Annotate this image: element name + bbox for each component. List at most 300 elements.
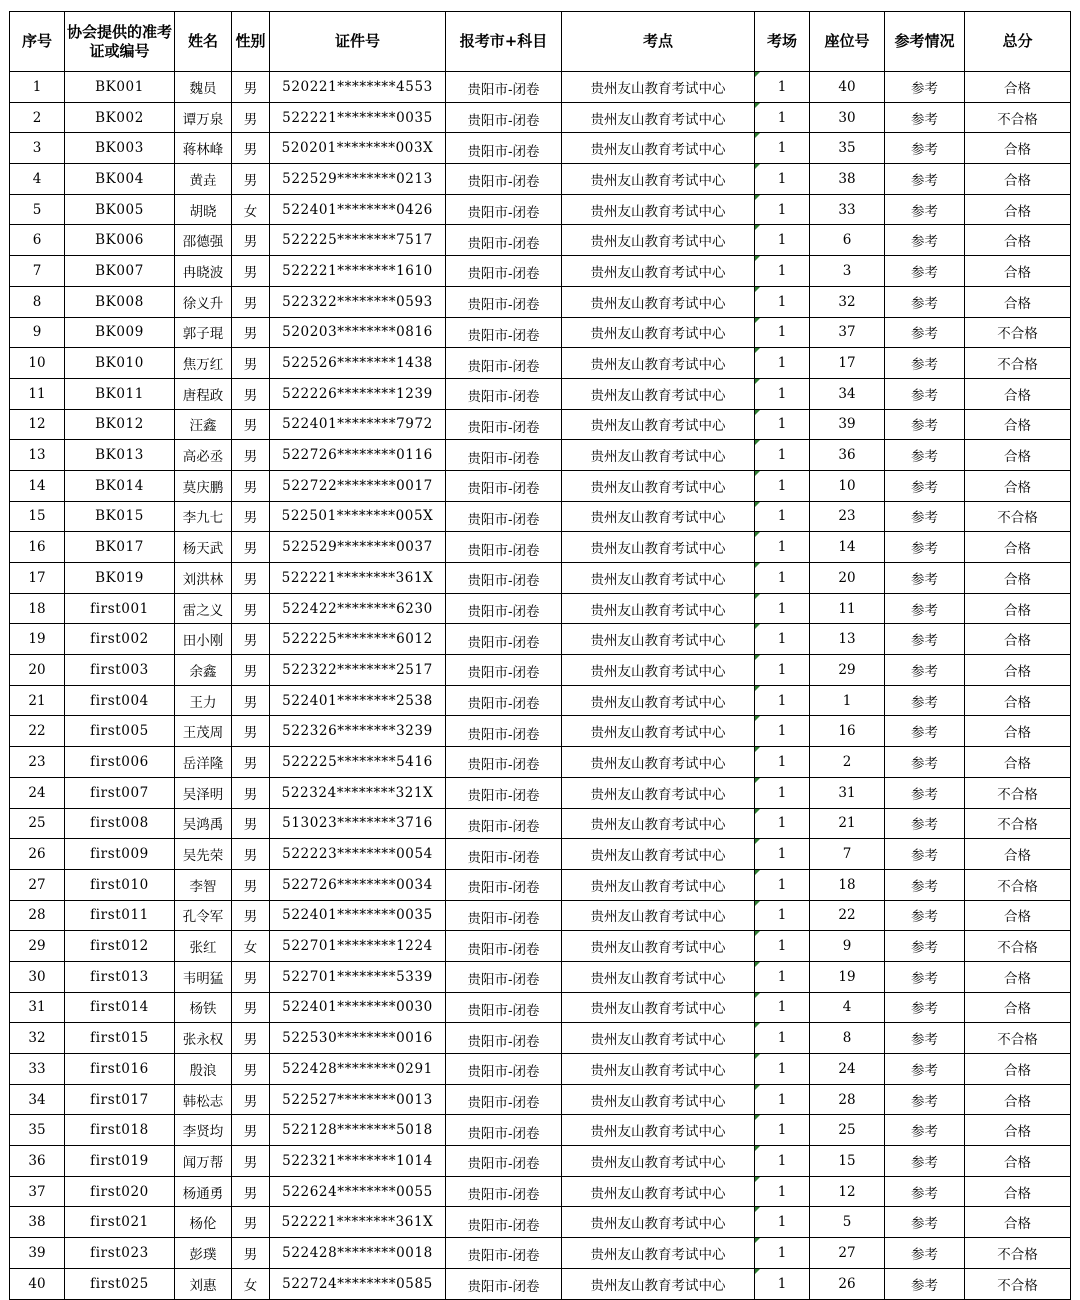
cell-city-subject: 贵阳市-闭卷 — [446, 777, 562, 808]
cell-city-subject: 贵阳市-闭卷 — [446, 808, 562, 839]
cell-seq: 15 — [10, 501, 65, 532]
cell-city-subject: 贵阳市-闭卷 — [446, 164, 562, 195]
cell-exam-site: 贵州友山教育考试中心 — [562, 225, 755, 256]
cell-attendance: 参考 — [885, 470, 965, 501]
cell-ticket: BK007 — [65, 256, 175, 287]
cell-ticket: BK009 — [65, 317, 175, 348]
cell-seat: 12 — [810, 1176, 885, 1207]
cell-city-subject: 贵阳市-闭卷 — [446, 869, 562, 900]
cell-seat: 39 — [810, 409, 885, 440]
table-row — [10, 992, 1071, 1023]
cell-result: 合格 — [965, 961, 1071, 992]
cell-id-number: 522322********2517 — [270, 655, 446, 686]
cell-exam-site: 贵州友山教育考试中心 — [562, 869, 755, 900]
cell-name: 杨通勇 — [175, 1176, 232, 1207]
cell-exam-site: 贵州友山教育考试中心 — [562, 563, 755, 594]
cell-seq: 1 — [10, 72, 65, 103]
cell-result: 不合格 — [965, 102, 1071, 133]
cell-exam-room: 1 — [755, 348, 810, 379]
cell-result: 合格 — [965, 256, 1071, 287]
cell-seq: 10 — [10, 348, 65, 379]
cell-name: 杨铁 — [175, 992, 232, 1023]
cell-exam-room: 1 — [755, 1084, 810, 1115]
cell-seq: 32 — [10, 1023, 65, 1054]
cell-ticket: first001 — [65, 593, 175, 624]
cell-exam-room: 1 — [755, 747, 810, 778]
header-attendance: 参考情况 — [885, 12, 965, 72]
table-row — [10, 470, 1071, 501]
cell-ticket: BK002 — [65, 102, 175, 133]
header-city-subject: 报考市+科目 — [446, 12, 562, 72]
cell-id-number: 522726********0116 — [270, 440, 446, 471]
header-ticket: 协会提供的准考证或编号 — [65, 12, 175, 72]
cell-id-number: 522223********0054 — [270, 839, 446, 870]
table-row — [10, 685, 1071, 716]
cell-gender: 女 — [232, 194, 270, 225]
cell-id-number: 522701********5339 — [270, 961, 446, 992]
cell-attendance: 参考 — [885, 1207, 965, 1238]
cell-ticket: first025 — [65, 1268, 175, 1299]
cell-city-subject: 贵阳市-闭卷 — [446, 1084, 562, 1115]
cell-result: 合格 — [965, 655, 1071, 686]
cell-seq: 37 — [10, 1176, 65, 1207]
cell-attendance: 参考 — [885, 931, 965, 962]
cell-name: 田小刚 — [175, 624, 232, 655]
cell-seat: 25 — [810, 1115, 885, 1146]
cell-name: 蒋林峰 — [175, 133, 232, 164]
cell-seq: 27 — [10, 869, 65, 900]
cell-seq: 17 — [10, 563, 65, 594]
cell-name: 杨伦 — [175, 1207, 232, 1238]
cell-city-subject: 贵阳市-闭卷 — [446, 194, 562, 225]
cell-ticket: BK011 — [65, 378, 175, 409]
cell-exam-site: 贵州友山教育考试中心 — [562, 655, 755, 686]
cell-name: 焦万红 — [175, 348, 232, 379]
cell-attendance: 参考 — [885, 348, 965, 379]
cell-exam-site: 贵州友山教育考试中心 — [562, 1084, 755, 1115]
cell-result: 合格 — [965, 225, 1071, 256]
cell-id-number: 522624********0055 — [270, 1176, 446, 1207]
cell-seat: 28 — [810, 1084, 885, 1115]
cell-seat: 13 — [810, 624, 885, 655]
cell-id-number: 522724********0585 — [270, 1268, 446, 1299]
cell-gender: 男 — [232, 286, 270, 317]
table-row — [10, 716, 1071, 747]
cell-exam-site: 贵州友山教育考试中心 — [562, 624, 755, 655]
cell-gender: 男 — [232, 655, 270, 686]
cell-seq: 12 — [10, 409, 65, 440]
cell-ticket: first011 — [65, 900, 175, 931]
cell-gender: 男 — [232, 593, 270, 624]
cell-attendance: 参考 — [885, 869, 965, 900]
cell-ticket: BK013 — [65, 440, 175, 471]
table-header — [10, 12, 1071, 72]
cell-seat: 1 — [810, 685, 885, 716]
cell-gender: 男 — [232, 133, 270, 164]
cell-attendance: 参考 — [885, 1238, 965, 1269]
cell-city-subject: 贵阳市-闭卷 — [446, 133, 562, 164]
table-row — [10, 133, 1071, 164]
cell-result: 不合格 — [965, 1268, 1071, 1299]
cell-city-subject: 贵阳市-闭卷 — [446, 716, 562, 747]
cell-gender: 男 — [232, 1207, 270, 1238]
cell-gender: 女 — [232, 1268, 270, 1299]
table-row — [10, 225, 1071, 256]
cell-ticket: first023 — [65, 1238, 175, 1269]
cell-name: 李贤均 — [175, 1115, 232, 1146]
cell-name: 雷之义 — [175, 593, 232, 624]
header-exam-site: 考点 — [562, 12, 755, 72]
cell-exam-room: 1 — [755, 1268, 810, 1299]
cell-result: 不合格 — [965, 869, 1071, 900]
cell-city-subject: 贵阳市-闭卷 — [446, 225, 562, 256]
cell-result: 合格 — [965, 839, 1071, 870]
cell-result: 合格 — [965, 1176, 1071, 1207]
cell-exam-site: 贵州友山教育考试中心 — [562, 839, 755, 870]
cell-exam-room: 1 — [755, 225, 810, 256]
table-row — [10, 348, 1071, 379]
cell-seat: 40 — [810, 72, 885, 103]
cell-seq: 8 — [10, 286, 65, 317]
cell-seq: 6 — [10, 225, 65, 256]
cell-name: 郭子琨 — [175, 317, 232, 348]
cell-id-number: 522701********1224 — [270, 931, 446, 962]
cell-gender: 男 — [232, 501, 270, 532]
cell-exam-room: 1 — [755, 839, 810, 870]
cell-gender: 男 — [232, 839, 270, 870]
cell-exam-room: 1 — [755, 409, 810, 440]
cell-attendance: 参考 — [885, 593, 965, 624]
cell-attendance: 参考 — [885, 409, 965, 440]
cell-result: 不合格 — [965, 317, 1071, 348]
cell-exam-site: 贵州友山教育考试中心 — [562, 532, 755, 563]
cell-city-subject: 贵阳市-闭卷 — [446, 655, 562, 686]
cell-name: 李智 — [175, 869, 232, 900]
cell-exam-site: 贵州友山教育考试中心 — [562, 900, 755, 931]
cell-name: 韩松志 — [175, 1084, 232, 1115]
cell-name: 冉晓波 — [175, 256, 232, 287]
cell-exam-site: 贵州友山教育考试中心 — [562, 317, 755, 348]
cell-exam-room: 1 — [755, 655, 810, 686]
cell-exam-site: 贵州友山教育考试中心 — [562, 593, 755, 624]
cell-city-subject: 贵阳市-闭卷 — [446, 839, 562, 870]
table-row — [10, 409, 1071, 440]
cell-gender: 男 — [232, 225, 270, 256]
cell-seq: 11 — [10, 378, 65, 409]
cell-gender: 男 — [232, 808, 270, 839]
cell-city-subject: 贵阳市-闭卷 — [446, 102, 562, 133]
cell-city-subject: 贵阳市-闭卷 — [446, 1207, 562, 1238]
cell-seq: 13 — [10, 440, 65, 471]
cell-seq: 35 — [10, 1115, 65, 1146]
cell-exam-room: 1 — [755, 992, 810, 1023]
cell-ticket: BK012 — [65, 409, 175, 440]
cell-gender: 男 — [232, 992, 270, 1023]
cell-attendance: 参考 — [885, 747, 965, 778]
cell-seq: 14 — [10, 470, 65, 501]
cell-result: 合格 — [965, 72, 1071, 103]
cell-seq: 21 — [10, 685, 65, 716]
cell-exam-site: 贵州友山教育考试中心 — [562, 378, 755, 409]
cell-id-number: 522428********0018 — [270, 1238, 446, 1269]
cell-gender: 男 — [232, 685, 270, 716]
cell-id-number: 522321********1014 — [270, 1146, 446, 1177]
cell-result: 不合格 — [965, 1238, 1071, 1269]
cell-id-number: 522401********2538 — [270, 685, 446, 716]
cell-gender: 男 — [232, 102, 270, 133]
cell-city-subject: 贵阳市-闭卷 — [446, 931, 562, 962]
cell-id-number: 522401********0426 — [270, 194, 446, 225]
cell-result: 合格 — [965, 716, 1071, 747]
cell-exam-room: 1 — [755, 72, 810, 103]
table-row — [10, 624, 1071, 655]
cell-ticket: BK014 — [65, 470, 175, 501]
cell-id-number: 522225********7517 — [270, 225, 446, 256]
header-result: 总分 — [965, 12, 1071, 72]
cell-attendance: 参考 — [885, 317, 965, 348]
cell-exam-room: 1 — [755, 532, 810, 563]
cell-gender: 男 — [232, 256, 270, 287]
cell-seq: 36 — [10, 1146, 65, 1177]
table-row — [10, 256, 1071, 287]
cell-seq: 28 — [10, 900, 65, 931]
table-row — [10, 839, 1071, 870]
cell-ticket: BK019 — [65, 563, 175, 594]
cell-name: 李九七 — [175, 501, 232, 532]
cell-gender: 男 — [232, 1115, 270, 1146]
cell-id-number: 522501********005X — [270, 501, 446, 532]
cell-seat: 8 — [810, 1023, 885, 1054]
cell-attendance: 参考 — [885, 164, 965, 195]
cell-seat: 14 — [810, 532, 885, 563]
cell-exam-room: 1 — [755, 777, 810, 808]
table-row — [10, 777, 1071, 808]
header-gender: 性别 — [232, 12, 270, 72]
cell-exam-site: 贵州友山教育考试中心 — [562, 747, 755, 778]
cell-name: 殷浪 — [175, 1054, 232, 1085]
cell-exam-site: 贵州友山教育考试中心 — [562, 961, 755, 992]
table-row — [10, 164, 1071, 195]
cell-name: 王茂周 — [175, 716, 232, 747]
cell-attendance: 参考 — [885, 1023, 965, 1054]
cell-attendance: 参考 — [885, 1268, 965, 1299]
cell-name: 张红 — [175, 931, 232, 962]
table-row — [10, 808, 1071, 839]
cell-name: 邵德强 — [175, 225, 232, 256]
cell-seat: 4 — [810, 992, 885, 1023]
cell-seq: 34 — [10, 1084, 65, 1115]
cell-city-subject: 贵阳市-闭卷 — [446, 409, 562, 440]
cell-seat: 36 — [810, 440, 885, 471]
table-row — [10, 961, 1071, 992]
cell-exam-room: 1 — [755, 470, 810, 501]
cell-gender: 男 — [232, 348, 270, 379]
cell-city-subject: 贵阳市-闭卷 — [446, 685, 562, 716]
cell-city-subject: 贵阳市-闭卷 — [446, 1054, 562, 1085]
cell-seq: 24 — [10, 777, 65, 808]
cell-attendance: 参考 — [885, 808, 965, 839]
cell-gender: 男 — [232, 409, 270, 440]
cell-seat: 21 — [810, 808, 885, 839]
cell-city-subject: 贵阳市-闭卷 — [446, 1238, 562, 1269]
cell-attendance: 参考 — [885, 1054, 965, 1085]
cell-result: 不合格 — [965, 777, 1071, 808]
cell-exam-site: 贵州友山教育考试中心 — [562, 409, 755, 440]
cell-name: 黄垚 — [175, 164, 232, 195]
cell-seat: 5 — [810, 1207, 885, 1238]
cell-name: 谭万泉 — [175, 102, 232, 133]
cell-gender: 男 — [232, 1176, 270, 1207]
cell-exam-room: 1 — [755, 164, 810, 195]
table-body — [10, 72, 1071, 1300]
header-seat: 座位号 — [810, 12, 885, 72]
cell-result: 合格 — [965, 286, 1071, 317]
cell-attendance: 参考 — [885, 716, 965, 747]
cell-result: 合格 — [965, 440, 1071, 471]
cell-ticket: BK017 — [65, 532, 175, 563]
cell-exam-room: 1 — [755, 1115, 810, 1146]
cell-result: 合格 — [965, 747, 1071, 778]
cell-city-subject: 贵阳市-闭卷 — [446, 256, 562, 287]
table-row — [10, 1115, 1071, 1146]
cell-attendance: 参考 — [885, 563, 965, 594]
cell-seat: 22 — [810, 900, 885, 931]
cell-gender: 男 — [232, 900, 270, 931]
cell-name: 杨天武 — [175, 532, 232, 563]
cell-exam-site: 贵州友山教育考试中心 — [562, 1238, 755, 1269]
cell-result: 不合格 — [965, 808, 1071, 839]
exam-results-table — [9, 11, 1071, 1300]
cell-id-number: 522401********7972 — [270, 409, 446, 440]
cell-seq: 2 — [10, 102, 65, 133]
cell-exam-site: 贵州友山教育考试中心 — [562, 348, 755, 379]
cell-city-subject: 贵阳市-闭卷 — [446, 1115, 562, 1146]
cell-seq: 18 — [10, 593, 65, 624]
header-exam-room: 考场 — [755, 12, 810, 72]
cell-result: 合格 — [965, 409, 1071, 440]
cell-attendance: 参考 — [885, 900, 965, 931]
table-row — [10, 931, 1071, 962]
cell-exam-room: 1 — [755, 685, 810, 716]
cell-attendance: 参考 — [885, 1115, 965, 1146]
cell-seq: 40 — [10, 1268, 65, 1299]
cell-seat: 10 — [810, 470, 885, 501]
table-row — [10, 1268, 1071, 1299]
table-row — [10, 317, 1071, 348]
cell-seat: 29 — [810, 655, 885, 686]
cell-attendance: 参考 — [885, 194, 965, 225]
cell-attendance: 参考 — [885, 72, 965, 103]
cell-ticket: first008 — [65, 808, 175, 839]
cell-gender: 男 — [232, 317, 270, 348]
cell-id-number: 522529********0213 — [270, 164, 446, 195]
cell-exam-site: 贵州友山教育考试中心 — [562, 1176, 755, 1207]
cell-result: 合格 — [965, 1115, 1071, 1146]
cell-exam-site: 贵州友山教育考试中心 — [562, 194, 755, 225]
cell-city-subject: 贵阳市-闭卷 — [446, 1176, 562, 1207]
cell-seq: 19 — [10, 624, 65, 655]
cell-seq: 38 — [10, 1207, 65, 1238]
cell-gender: 男 — [232, 716, 270, 747]
cell-attendance: 参考 — [885, 992, 965, 1023]
cell-id-number: 522225********5416 — [270, 747, 446, 778]
cell-exam-room: 1 — [755, 593, 810, 624]
cell-city-subject: 贵阳市-闭卷 — [446, 1268, 562, 1299]
cell-exam-room: 1 — [755, 256, 810, 287]
cell-city-subject: 贵阳市-闭卷 — [446, 1023, 562, 1054]
cell-exam-room: 1 — [755, 1146, 810, 1177]
cell-id-number: 522128********5018 — [270, 1115, 446, 1146]
cell-name: 刘洪林 — [175, 563, 232, 594]
cell-exam-site: 贵州友山教育考试中心 — [562, 501, 755, 532]
cell-ticket: first018 — [65, 1115, 175, 1146]
cell-exam-room: 1 — [755, 716, 810, 747]
table-row — [10, 563, 1071, 594]
cell-seat: 33 — [810, 194, 885, 225]
cell-attendance: 参考 — [885, 501, 965, 532]
table-row — [10, 1084, 1071, 1115]
cell-exam-site: 贵州友山教育考试中心 — [562, 1207, 755, 1238]
cell-exam-room: 1 — [755, 1238, 810, 1269]
cell-gender: 男 — [232, 532, 270, 563]
table-row — [10, 102, 1071, 133]
cell-exam-room: 1 — [755, 1207, 810, 1238]
table-row — [10, 532, 1071, 563]
cell-exam-site: 贵州友山教育考试中心 — [562, 133, 755, 164]
cell-gender: 男 — [232, 1238, 270, 1269]
cell-exam-site: 贵州友山教育考试中心 — [562, 470, 755, 501]
cell-seq: 30 — [10, 961, 65, 992]
cell-name: 孔令军 — [175, 900, 232, 931]
cell-id-number: 513023********3716 — [270, 808, 446, 839]
cell-result: 合格 — [965, 470, 1071, 501]
cell-name: 莫庆鹏 — [175, 470, 232, 501]
cell-ticket: BK004 — [65, 164, 175, 195]
cell-name: 张永权 — [175, 1023, 232, 1054]
cell-seq: 9 — [10, 317, 65, 348]
cell-seat: 31 — [810, 777, 885, 808]
table-row — [10, 194, 1071, 225]
cell-gender: 男 — [232, 747, 270, 778]
cell-exam-site: 贵州友山教育考试中心 — [562, 685, 755, 716]
cell-exam-room: 1 — [755, 286, 810, 317]
cell-gender: 男 — [232, 378, 270, 409]
cell-name: 彭璞 — [175, 1238, 232, 1269]
cell-gender: 男 — [232, 777, 270, 808]
cell-seq: 7 — [10, 256, 65, 287]
table-row — [10, 1207, 1071, 1238]
cell-city-subject: 贵阳市-闭卷 — [446, 624, 562, 655]
cell-attendance: 参考 — [885, 655, 965, 686]
cell-seq: 23 — [10, 747, 65, 778]
table-row — [10, 72, 1071, 103]
cell-id-number: 522226********1239 — [270, 378, 446, 409]
cell-attendance: 参考 — [885, 133, 965, 164]
cell-ticket: BK005 — [65, 194, 175, 225]
cell-result: 合格 — [965, 593, 1071, 624]
cell-exam-room: 1 — [755, 1176, 810, 1207]
cell-id-number: 522722********0017 — [270, 470, 446, 501]
table-row — [10, 1023, 1071, 1054]
cell-id-number: 522401********0035 — [270, 900, 446, 931]
cell-seat: 16 — [810, 716, 885, 747]
cell-exam-room: 1 — [755, 1054, 810, 1085]
cell-gender: 男 — [232, 869, 270, 900]
cell-exam-site: 贵州友山教育考试中心 — [562, 931, 755, 962]
cell-seat: 23 — [810, 501, 885, 532]
cell-attendance: 参考 — [885, 685, 965, 716]
cell-id-number: 522221********0035 — [270, 102, 446, 133]
